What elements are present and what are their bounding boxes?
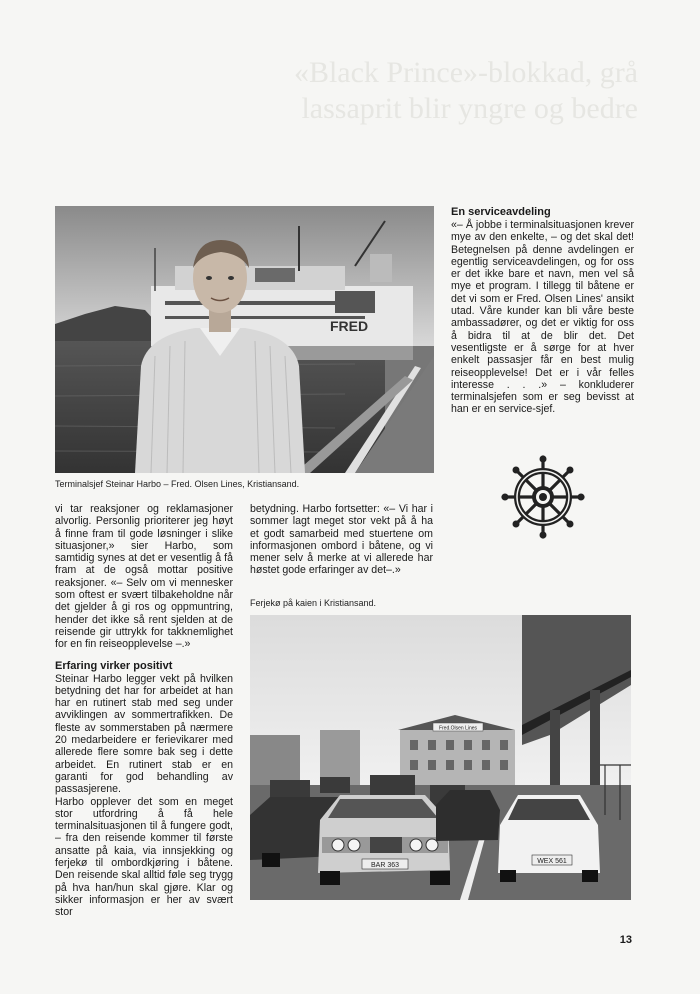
- right-column-text: «– Å jobbe i terminalsituasjonen krever mye av den enkelte, – og det skal det! Betegnelsen på denne avdelingen er egentlig serviceavdelingen, og for oss er det ikke bare et navn, men vel så mye et program. I tillegg til båtene er det vi som er Fred. Olsen Lines' ansikt utad. Våre kunder kan bli våre beste ambassadører, og det er viktig for oss å bidra til at de blir det. Det vesentligste er å sørge for at hver enkelt passasjer får en best mulig reiseopplevelse! Det er i vår felles interesse . . .» – konkluderer terminalsjefen som er seg bevisst at han er en service-sjef.: [451, 219, 634, 416]
- ship-name-text: FRED: [330, 318, 369, 334]
- middle-column-text: betydning. Harbo fortsetter: «– Vi har i sommer lagt meget stor vekt på å ha et godt samarbeid med stuertene om informasjonen ombord i båtene, og vi mener selv å merke at vi allerede har høstet gode erfaringer av det–.»: [250, 503, 433, 577]
- plate-1-text: BAR 363: [370, 862, 400, 869]
- left-column: [55, 503, 233, 919]
- ghost-headline: «Black Prince»-blokkad, grå lassaprit blir yngre og bedre: [293, 56, 638, 125]
- section-heading-serviceavdeling: En serviceavdeling: [451, 206, 551, 218]
- plate-2-text: WEX 561: [537, 858, 567, 865]
- right-column: [451, 206, 634, 416]
- left-para-1: vi tar reaksjoner og reklamasjoner alvorlig. Personlig prioriterer jeg høyt å finne fram til gode løsninger i slike situasjoner,» sier Harbo, som samtidig synes at det er vesentlig å få fram at de også mottar positive reaksjoner. «– Selv om vi mennesker som oftest er svært tilbakeholdne når det gjelder å gi ros og oppmuntring, hender det ikke så rent sjelden at de reisende gir uttrykk for takknemlighet for en fin reiseopplevelse –.»: [55, 503, 233, 651]
- ship-wheel-icon: [501, 455, 585, 539]
- photo-ferry-queue: [250, 615, 631, 900]
- terminal-sign-text: Fred.Olsen Lines: [438, 725, 478, 732]
- section-heading-erfaring: Erfaring virker positivt: [55, 659, 173, 672]
- left-para-2: Steinar Harbo legger vekt på hvilken betydning det har for arbeidet at han har en rutinert stab med seg under avviklingen av sommertrafikken. De fleste av sommerstaben på nærmere 20 medarbeidere er ferievikarer med allerede flere somre bak seg i dette arbeidet. En rutinert stab er en garanti for god behandling av passasjerene.: [55, 672, 233, 796]
- photo1-caption: Terminalsjef Steinar Harbo – Fred. Olsen Lines, Kristiansand.: [55, 479, 300, 489]
- page-number: 13: [619, 934, 632, 946]
- middle-column: [250, 503, 433, 577]
- photo2-caption: Ferjekø på kaien i Kristiansand.: [250, 598, 377, 608]
- left-para-3: Harbo opplever det som en meget stor utfordring å få hele terminalsituasjonen til å fungere godt, – fra den reisende kommer til første ansatte på kaia, via innsjekking og ferjekø til ombordkjøring i båtene. Den reisende skal alltid føle seg trygg på hva han/hun skal gjøre. Klar og sikker informasjon er her av svært stor: [55, 795, 233, 919]
- photo-terminal-manager: [55, 206, 434, 473]
